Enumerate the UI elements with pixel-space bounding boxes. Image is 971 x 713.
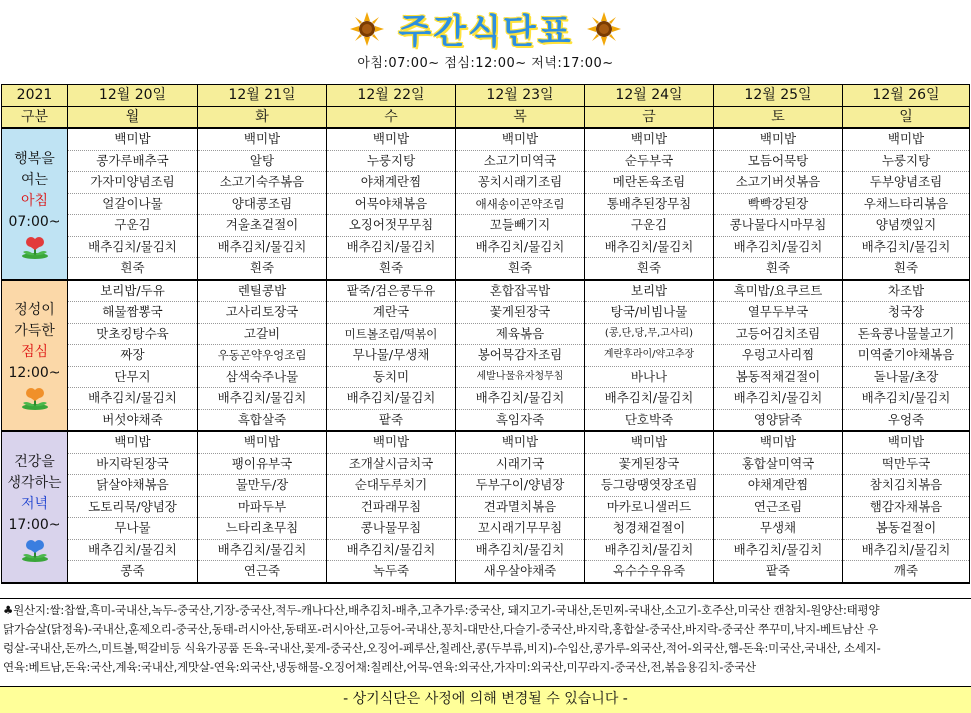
menu-cell: 배추김치/물김치 [68, 236, 198, 258]
menu-cell: 양념깻잎지 [843, 215, 970, 237]
menu-cell: 렌틸콩밥 [198, 280, 327, 302]
menu-cell: 흰죽 [327, 258, 456, 280]
year-cell: 2021 [2, 85, 68, 107]
date-cell: 12월 25일 [714, 85, 843, 107]
weekday-cell: 일 [843, 106, 970, 128]
menu-cell: 우채느타리볶음 [843, 193, 970, 215]
menu-cell: 콩죽 [68, 561, 198, 583]
menu-cell: 배추김치/물김치 [456, 539, 585, 561]
menu-cell: 소고기숙주볶음 [198, 172, 327, 194]
menu-cell: 배추김치/물김치 [456, 388, 585, 410]
menu-cell: 흑미밥/요쿠르트 [714, 280, 843, 302]
menu-cell: 백미밥 [198, 128, 327, 150]
menu-row [2, 496, 970, 518]
menu-cell: 등그랑땡엿장조림 [585, 475, 714, 497]
menu-cell: 미트볼조림/떡볶이 [327, 323, 456, 345]
menu-cell: 백미밥 [456, 431, 585, 453]
menu-cell: 청국장 [843, 302, 970, 324]
meal-name: 점심 [20, 344, 49, 361]
menu-cell: 닭살야채볶음 [68, 475, 198, 497]
flower-icon [18, 386, 52, 410]
menu-cell: 봄동적채겉절이 [714, 366, 843, 388]
menu-cell: 혼합잡곡밥 [456, 280, 585, 302]
menu-cell: 배추김치/물김치 [327, 236, 456, 258]
menu-cell: 빡빡강된장 [714, 193, 843, 215]
menu-cell: 배추김치/물김치 [714, 539, 843, 561]
weekday-cell: 월 [68, 106, 198, 128]
menu-cell: 계란국 [327, 302, 456, 324]
weekday-cell: 금 [585, 106, 714, 128]
menu-cell: 고등어김치조림 [714, 323, 843, 345]
section-label-line: 건강을 [14, 453, 55, 470]
menu-row [2, 475, 970, 497]
menu-cell: 순두부국 [585, 150, 714, 172]
section-label-line: 정성이 [14, 302, 55, 319]
meal-name: 아침 [20, 192, 49, 209]
weekday-row [2, 106, 970, 128]
section-label-line: 생각하는 [7, 474, 62, 491]
menu-cell: 탕국/비빔나물 [585, 302, 714, 324]
menu-cell: 바지락된장국 [68, 453, 198, 475]
menu-cell: 무나물 [68, 518, 198, 540]
menu-cell: 백미밥 [843, 431, 970, 453]
menu-cell: 배추김치/물김치 [843, 539, 970, 561]
menu-cell: 메란돈육조림 [585, 172, 714, 194]
section-label-line: 행복을 [14, 150, 55, 167]
lunch-label [2, 280, 68, 432]
menu-cell: 백미밥 [714, 431, 843, 453]
menu-cell: 세발나물유자청무침 [456, 366, 585, 388]
menu-body [2, 85, 970, 583]
menu-cell: 양대콩조림 [198, 193, 327, 215]
dinner-label [2, 431, 68, 583]
change-notice: - 상기식단은 사정에 의해 변경될 수 있습니다 - [0, 686, 971, 713]
menu-cell: 배추김치/물김치 [456, 236, 585, 258]
menu-row [2, 302, 970, 324]
menu-cell: 흰죽 [843, 258, 970, 280]
date-cell: 12월 22일 [327, 85, 456, 107]
breakfast-label [2, 128, 68, 280]
menu-cell: 청경채겉절이 [585, 518, 714, 540]
menu-cell: 참치김치볶음 [843, 475, 970, 497]
menu-cell: 단무지 [68, 366, 198, 388]
menu-row [2, 518, 970, 540]
menu-cell: 차조밥 [843, 280, 970, 302]
menu-cell: 바나나 [585, 366, 714, 388]
page-header [0, 0, 971, 84]
menu-cell: 배추김치/물김치 [327, 539, 456, 561]
menu-cell: 우렁고사리찜 [714, 345, 843, 367]
menu-cell: 소고기버섯볶음 [714, 172, 843, 194]
meal-times: 아침:07:00~ 점심:12:00~ 저녁:17:00~ [357, 56, 614, 71]
menu-row [2, 539, 970, 561]
weekday-cell: 목 [456, 106, 585, 128]
date-cell: 12월 26일 [843, 85, 970, 107]
menu-cell: 봉어묵감자조림 [456, 345, 585, 367]
menu-cell: 흑임자죽 [456, 409, 585, 431]
menu-cell: 흰죽 [198, 258, 327, 280]
menu-cell: 콩가루배추국 [68, 150, 198, 172]
menu-cell: 열무두부국 [714, 302, 843, 324]
menu-cell: 백미밥 [843, 128, 970, 150]
menu-cell: 제육볶음 [456, 323, 585, 345]
menu-cell: 조개살시금치국 [327, 453, 456, 475]
menu-cell: 홍합살미역국 [714, 453, 843, 475]
menu-row [2, 236, 970, 258]
menu-cell: 돌나물/초장 [843, 366, 970, 388]
menu-cell: (콩,단,당,무,고사리) [585, 323, 714, 345]
menu-cell: 맛초킹탕수육 [68, 323, 198, 345]
menu-cell: 순대두루치기 [327, 475, 456, 497]
menu-cell: 팥죽 [714, 561, 843, 583]
menu-cell: 오징어젓무무침 [327, 215, 456, 237]
sun-icon [349, 11, 385, 47]
menu-cell: 삼색숙주나물 [198, 366, 327, 388]
menu-row [2, 431, 970, 453]
menu-cell: 배추김치/물김치 [714, 388, 843, 410]
menu-cell: 팥죽 [327, 409, 456, 431]
menu-cell: 연근죽 [198, 561, 327, 583]
menu-cell: 새우살야채죽 [456, 561, 585, 583]
menu-row [2, 409, 970, 431]
menu-cell: 배추김치/물김치 [68, 539, 198, 561]
menu-cell: 도토리묵/양념장 [68, 496, 198, 518]
menu-row [2, 561, 970, 583]
menu-cell: 우엉죽 [843, 409, 970, 431]
menu-cell: 단호박죽 [585, 409, 714, 431]
menu-cell: 해물짬뽕국 [68, 302, 198, 324]
menu-cell: 소고기미역국 [456, 150, 585, 172]
menu-cell: 백미밥 [585, 128, 714, 150]
menu-cell: 무생채 [714, 518, 843, 540]
menu-cell: 흰죽 [585, 258, 714, 280]
weekday-cell: 수 [327, 106, 456, 128]
menu-cell: 흰죽 [714, 258, 843, 280]
menu-row [2, 388, 970, 410]
menu-cell: 야채계란찜 [714, 475, 843, 497]
menu-cell: 배추김치/물김치 [843, 388, 970, 410]
date-row [2, 85, 970, 107]
menu-cell: 배추김치/물김치 [585, 539, 714, 561]
menu-cell: 녹두죽 [327, 561, 456, 583]
menu-cell: 꽁치시래기조림 [456, 172, 585, 194]
meal-time: 12:00~ [8, 365, 61, 382]
menu-row [2, 453, 970, 475]
menu-cell: 꼬시래기무무침 [456, 518, 585, 540]
meal-time: 07:00~ [8, 213, 61, 230]
menu-cell: 느타리초무침 [198, 518, 327, 540]
date-cell: 12월 24일 [585, 85, 714, 107]
menu-row [2, 366, 970, 388]
menu-cell: 무나물/무생채 [327, 345, 456, 367]
menu-row [2, 150, 970, 172]
menu-cell: 보리밥/두유 [68, 280, 198, 302]
page-title: 주간식단표 [398, 12, 573, 52]
menu-cell: 고갈비 [198, 323, 327, 345]
menu-row [2, 323, 970, 345]
menu-cell: 꽃게된장국 [456, 302, 585, 324]
menu-cell: 동치미 [327, 366, 456, 388]
menu-cell: 백미밥 [68, 431, 198, 453]
date-cell: 12월 20일 [68, 85, 198, 107]
menu-cell: 팽이유부국 [198, 453, 327, 475]
menu-cell: 구운김 [585, 215, 714, 237]
title-row [0, 4, 971, 53]
menu-cell: 물만두/장 [198, 475, 327, 497]
origin-line: 닭가슴살(닭정육)-국내산,훈제오리-중국산,동태-러시아산,동태포-러시아산,고등어-국내산,꽁치-대만산,다슬기-중국산,바지락,홍합살-중국산,바지락-중국산 쭈꾸미,낙지-베트남산 우 [3, 622, 878, 636]
menu-cell: 어묵야채볶음 [327, 193, 456, 215]
menu-cell: 팥죽/검은콩두유 [327, 280, 456, 302]
menu-cell: 누룽지탕 [327, 150, 456, 172]
menu-cell: 배추김치/물김치 [843, 236, 970, 258]
menu-cell: 백미밥 [585, 431, 714, 453]
weekly-menu-table [1, 84, 970, 584]
menu-cell: 미역줄기야채볶음 [843, 345, 970, 367]
menu-cell: 배추김치/물김치 [198, 388, 327, 410]
menu-cell: 고사리토장국 [198, 302, 327, 324]
menu-cell: 꼬들빼기지 [456, 215, 585, 237]
menu-cell: 시래기국 [456, 453, 585, 475]
menu-cell: 마카로니샐러드 [585, 496, 714, 518]
menu-cell: 구운김 [68, 215, 198, 237]
menu-cell: 두부양념조림 [843, 172, 970, 194]
menu-cell: 견과멸치볶음 [456, 496, 585, 518]
menu-cell: 흰죽 [68, 258, 198, 280]
meal-name: 저녁 [20, 495, 49, 512]
menu-cell: 백미밥 [198, 431, 327, 453]
origin-line: ♣원산지:쌀:찹쌀,흑미-국내산,녹두-중국산,기장-중국산,적두-캐나다산,배추김치-배추,고추가루:중국산, 돼지고기-국내산,돈민찌-국내산,소고기-호주산,미국산 캔참치-원양산:태평양 [3, 603, 880, 617]
origin-info [0, 598, 971, 676]
menu-cell: 배추김치/물김치 [714, 236, 843, 258]
menu-cell: 백미밥 [327, 128, 456, 150]
menu-row [2, 172, 970, 194]
menu-row [2, 258, 970, 280]
menu-cell: 백미밥 [68, 128, 198, 150]
flower-icon [18, 235, 52, 259]
menu-cell: 보리밥 [585, 280, 714, 302]
menu-cell: 꽃게된장국 [585, 453, 714, 475]
menu-cell: 겨울초겉절이 [198, 215, 327, 237]
menu-cell: 백미밥 [327, 431, 456, 453]
menu-cell: 누룽지탕 [843, 150, 970, 172]
weekday-cell: 토 [714, 106, 843, 128]
menu-cell: 흑합살죽 [198, 409, 327, 431]
section-label-line: 여는 [20, 171, 49, 188]
menu-cell: 배추김치/물김치 [585, 236, 714, 258]
menu-cell: 깨죽 [843, 561, 970, 583]
section-label-line: 가득한 [14, 323, 55, 340]
origin-line: 렁살-국내산,돈까스,미트볼,떡갈비등 식육가공품 돈육-국내산,꽃게-중국산,오징어-페루산,칠레산,콩(두부류,비지)-수입산,콩가루-외국산,적어-외국산,햄-돈육:미국산,국내산, 소세지- [3, 641, 881, 655]
menu-cell: 통배추된장무침 [585, 193, 714, 215]
origin-line: 연육:베트남,돈육:국산,계육:국내산,게맛살-연육:외국산,냉동해물-오징어채:칠레산,어묵-연육:외국산,가자미:외국산,미꾸라지-중국산,전,볶음용김치-중국산 [3, 660, 756, 674]
menu-cell: 야채계란찜 [327, 172, 456, 194]
menu-cell: 떡만두국 [843, 453, 970, 475]
menu-cell: 콩나물다시마무침 [714, 215, 843, 237]
menu-cell: 마파두부 [198, 496, 327, 518]
menu-cell: 배추김치/물김치 [68, 388, 198, 410]
menu-cell: 버섯야채죽 [68, 409, 198, 431]
menu-cell: 백미밥 [456, 128, 585, 150]
menu-cell: 콩나물무침 [327, 518, 456, 540]
menu-cell: 가자미양념조림 [68, 172, 198, 194]
date-cell: 12월 23일 [456, 85, 585, 107]
category-cell: 구분 [2, 106, 68, 128]
menu-cell: 얼갈이나물 [68, 193, 198, 215]
meal-time: 17:00~ [8, 516, 61, 533]
menu-row [2, 193, 970, 215]
menu-cell: 연근조림 [714, 496, 843, 518]
menu-cell: 백미밥 [714, 128, 843, 150]
menu-cell: 두부구이/양념장 [456, 475, 585, 497]
sun-icon [586, 11, 622, 47]
menu-row [2, 215, 970, 237]
menu-cell: 건파래무침 [327, 496, 456, 518]
menu-cell: 알탕 [198, 150, 327, 172]
menu-cell: 배추김치/물김치 [585, 388, 714, 410]
menu-cell: 모듬어묵탕 [714, 150, 843, 172]
menu-cell: 돈육콩나물불고기 [843, 323, 970, 345]
menu-cell: 배추김치/물김치 [198, 236, 327, 258]
menu-row [2, 128, 970, 150]
menu-cell: 옥수수우유죽 [585, 561, 714, 583]
menu-row [2, 280, 970, 302]
menu-cell: 짜장 [68, 345, 198, 367]
menu-cell: 배추김치/물김치 [327, 388, 456, 410]
menu-cell: 햄감자채볶음 [843, 496, 970, 518]
menu-cell: 우동곤약우엉조림 [198, 345, 327, 367]
menu-cell: 배추김치/물김치 [198, 539, 327, 561]
date-cell: 12월 21일 [198, 85, 327, 107]
weekday-cell: 화 [198, 106, 327, 128]
menu-cell: 영양닭죽 [714, 409, 843, 431]
menu-cell: 계란후라이/약고추장 [585, 345, 714, 367]
menu-row [2, 345, 970, 367]
menu-cell: 흰죽 [456, 258, 585, 280]
flower-icon [18, 538, 52, 562]
menu-cell: 봄동겉절이 [843, 518, 970, 540]
menu-cell: 애새송이곤약조림 [456, 193, 585, 215]
